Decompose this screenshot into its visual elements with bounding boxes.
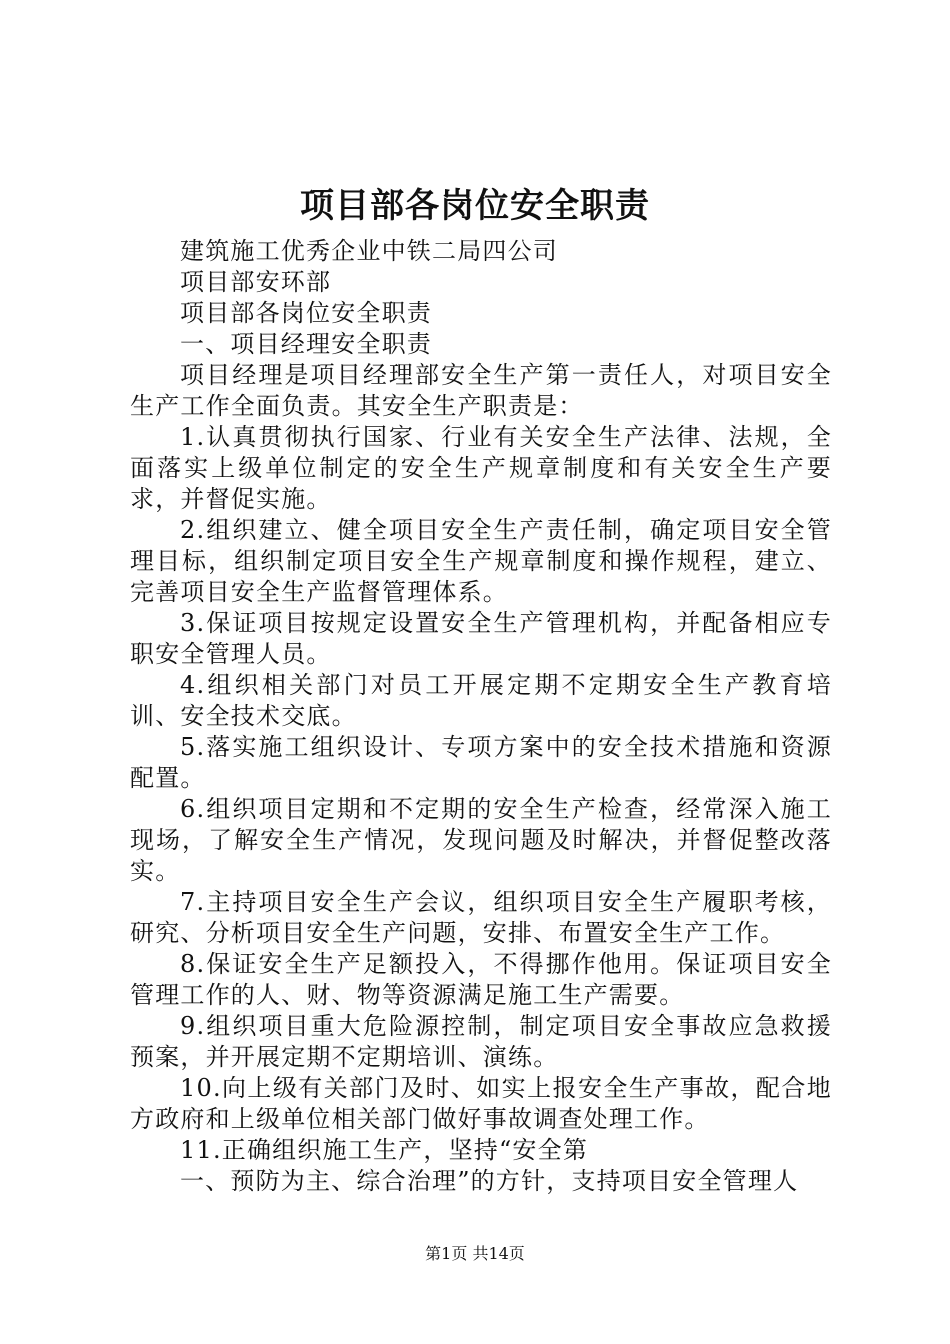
duty-item: 11.正确组织施工生产，坚持“安全第 bbox=[180, 1136, 589, 1164]
duty-item-continuation: 一、预防为主、综合治理”的方针，支持项目安全管理人 bbox=[180, 1167, 799, 1195]
duty-item: 6.组织项目定期和不定期的安全生产检查，经常深入施工现场，了解安全生产情况，发现问题及时解决，并督促整改落实。 bbox=[130, 795, 832, 885]
section-heading: 一、项目经理安全职责 bbox=[180, 330, 432, 358]
duty-item: 7.主持项目安全生产会议，组织项目安全生产履职考核，研究、分析项目安全生产问题，安排、布置安全生产工作。 bbox=[130, 888, 832, 947]
duty-item: 5.落实施工组织设计、专项方案中的安全技术措施和资源配置。 bbox=[130, 733, 832, 792]
paragraph-subtitle: 项目部各岗位安全职责 bbox=[180, 299, 432, 327]
duty-item: 8.保证安全生产足额投入，不得挪作他用。保证项目安全管理工作的人、财、物等资源满足施工生产需要。 bbox=[130, 950, 832, 1009]
paragraph-department: 项目部安环部 bbox=[180, 268, 332, 296]
document-body bbox=[130, 236, 832, 1197]
paragraph-intro: 项目经理是项目经理部安全生产第一责任人，对项目安全生产工作全面负责。其安全生产职责是： bbox=[130, 361, 832, 420]
page-footer: 第1页 共14页 bbox=[425, 1244, 525, 1263]
duty-item: 4.组织相关部门对员工开展定期不定期安全生产教育培训、安全技术交底。 bbox=[130, 671, 832, 730]
duty-item: 2.组织建立、健全项目安全生产责任制，确定项目安全管理目标，组织制定项目安全生产规章制度和操作规程，建立、完善项目安全生产监督管理体系。 bbox=[130, 516, 832, 606]
document-title: 项目部各岗位安全职责 bbox=[300, 186, 650, 226]
duty-item: 1.认真贯彻执行国家、行业有关安全生产法律、法规，全面落实上级单位制定的安全生产规章制度和有关安全生产要求，并督促实施。 bbox=[130, 423, 832, 513]
paragraph-company: 建筑施工优秀企业中铁二局四公司 bbox=[180, 237, 558, 265]
duty-item: 9.组织项目重大危险源控制，制定项目安全事故应急救援预案，并开展定期不定期培训、演练。 bbox=[130, 1012, 832, 1071]
duty-item: 3.保证项目按规定设置安全生产管理机构，并配备相应专职安全管理人员。 bbox=[130, 609, 832, 668]
duty-item: 10.向上级有关部门及时、如实上报安全生产事故，配合地方政府和上级单位相关部门做好事故调查处理工作。 bbox=[130, 1074, 832, 1133]
